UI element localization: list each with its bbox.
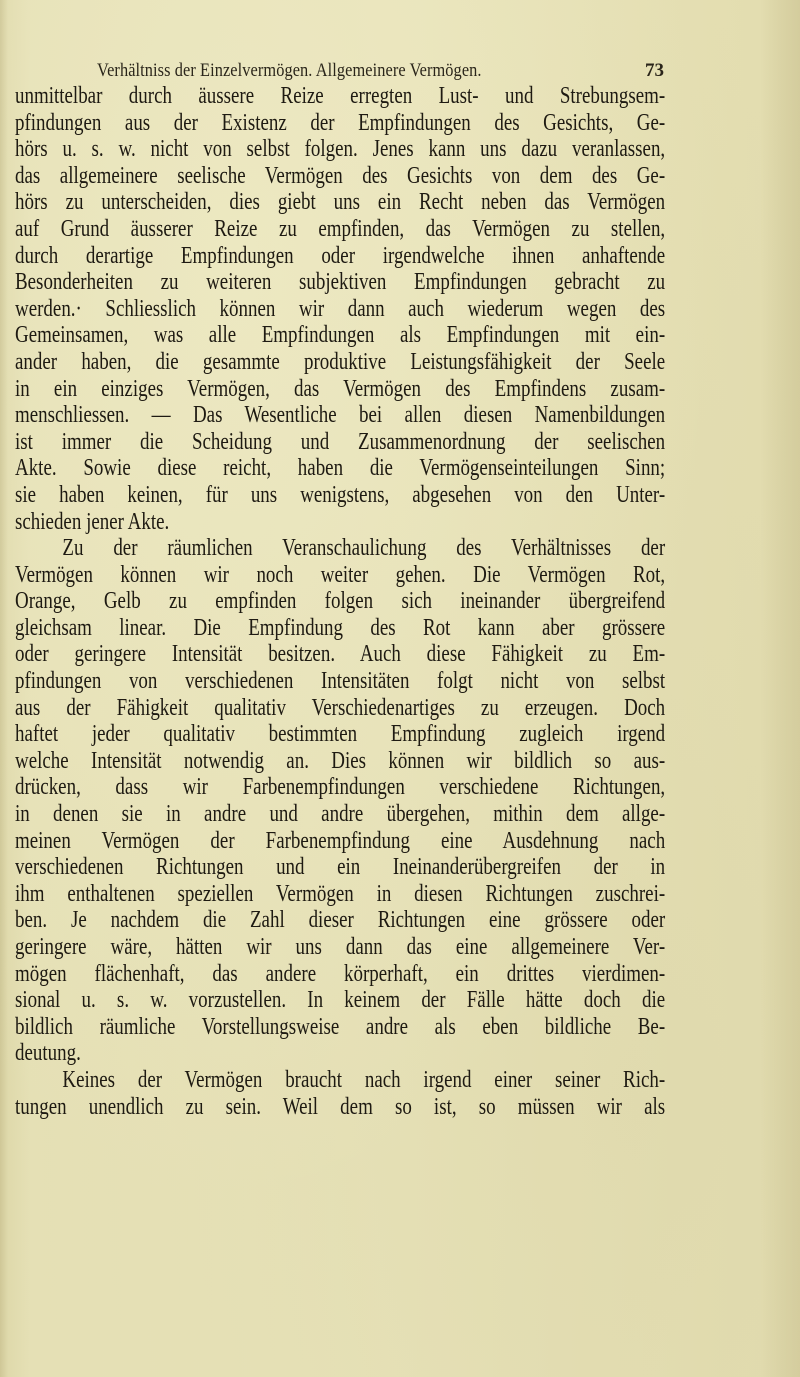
page-gutter-shadow: [0, 0, 8, 1377]
text-line: pfindungen aus der Existenz der Empfindungen des Gesichts, Ge-: [15, 109, 666, 136]
page-edge-shadow: [760, 0, 800, 1377]
text-line: ist immer die Scheidung und Zusammenordnung der seelischen: [15, 428, 666, 455]
text-line: Orange, Gelb zu empfinden folgen sich ineinander übergreifend: [15, 588, 666, 615]
running-head: Verhältniss der Einzelvermögen. Allgemeinere Vermögen.: [97, 60, 482, 81]
body-text: [15, 83, 665, 1120]
text-line: sie haben keinen, für uns wenigstens, abgesehen von den Unter-: [15, 481, 666, 508]
text-line: geringere wäre, hätten wir uns dann das eine allgemeinere Ver-: [15, 934, 666, 960]
text-line: werden.· Schliesslich können wir dann auch wiederum wegen des: [15, 295, 666, 322]
text-line: hörs u. s. w. nicht von selbst folgen. Jenes kann uns dazu veranlassen,: [15, 136, 666, 163]
text-line: haftet jeder qualitativ bestimmten Empfindung zugleich irgend: [15, 721, 666, 748]
text-line: aus der Fähigkeit qualitativ Verschiedenartiges zu erzeugen. Doch: [15, 694, 666, 721]
text-line: welche Intensität notwendig an. Dies können wir bildlich so aus-: [15, 747, 666, 774]
text-line: menschliessen. — Das Wesentliche bei allen diesen Namenbildungen: [15, 402, 666, 429]
text-line: in denen sie in andre und andre übergehen, mithin dem allge-: [15, 801, 666, 828]
text-line: auf Grund äusserer Reize zu empfinden, das Vermögen zu stellen,: [15, 215, 666, 242]
text-line: meinen Vermögen der Farbenempfindung eine Ausdehnung nach: [15, 827, 666, 854]
text-line: oder geringere Intensität besitzen. Auch diese Fähigkeit zu Em-: [15, 641, 666, 668]
text-line: in ein einziges Vermögen, das Vermögen des Empfindens zusam-: [15, 375, 666, 402]
paragraph-end-line: deutung.: [15, 1040, 81, 1067]
text-line: drücken, dass wir Farbenempfindungen verschiedene Richtungen,: [15, 774, 666, 801]
text-line: gleichsam linear. Die Empfindung des Rot kann aber grössere: [15, 614, 666, 641]
text-line: sional u. s. w. vorzustellen. In keinem der Fälle hätte doch die: [15, 987, 666, 1014]
paragraph-end-line: schieden jener Akte.: [15, 508, 170, 535]
text-line: das allgemeinere seelische Vermögen des Gesichts von dem des Ge-: [15, 162, 666, 189]
paragraph-start-line: Zu der räumlichen Veranschaulichung des Verhältnisses der: [62, 535, 666, 562]
text-line: unmittelbar durch äussere Reize erregten Lust- und Strebungsem-: [15, 83, 666, 109]
page-number: 73: [645, 60, 664, 81]
text-line: durch derartige Empfindungen oder irgendwelche ihnen anhaftende: [15, 242, 666, 269]
text-line: tungen unendlich zu sein. Weil dem so ist, so müssen wir als: [15, 1093, 666, 1120]
text-line: Akte. Sowie diese reicht, haben die Vermögenseinteilungen Sinn;: [15, 455, 666, 482]
text-line: Vermögen können wir noch weiter gehen. Die Vermögen Rot,: [15, 561, 666, 588]
paragraph-start-line: Keines der Vermögen braucht nach irgend einer seiner Rich-: [62, 1066, 666, 1093]
text-line: verschiedenen Richtungen und ein Ineinanderübergreifen der in: [15, 854, 666, 881]
text-line: Gemeinsamen, was alle Empfindungen als Empfindungen mit ein-: [15, 322, 666, 349]
text-line: bildlich räumliche Vorstellungsweise andre als eben bildliche Be-: [15, 1013, 666, 1040]
text-line: mögen flächenhaft, das andere körperhaft, ein drittes vierdimen-: [15, 960, 666, 987]
text-line: ander haben, die gesammte produktive Leistungsfähigkeit der Seele: [15, 348, 666, 375]
text-line: Besonderheiten zu weiteren subjektiven Empfindungen gebracht zu: [15, 269, 666, 296]
text-line: ben. Je nachdem die Zahl dieser Richtungen eine grössere oder: [15, 907, 666, 934]
text-line: pfindungen von verschiedenen Intensitäten folgt nicht von selbst: [15, 668, 666, 695]
text-line: hörs zu unterscheiden, dies giebt uns ein Recht neben das Vermögen: [15, 189, 666, 216]
text-line: ihm enthaltenen speziellen Vermögen in diesen Richtungen zuschrei-: [15, 880, 666, 907]
